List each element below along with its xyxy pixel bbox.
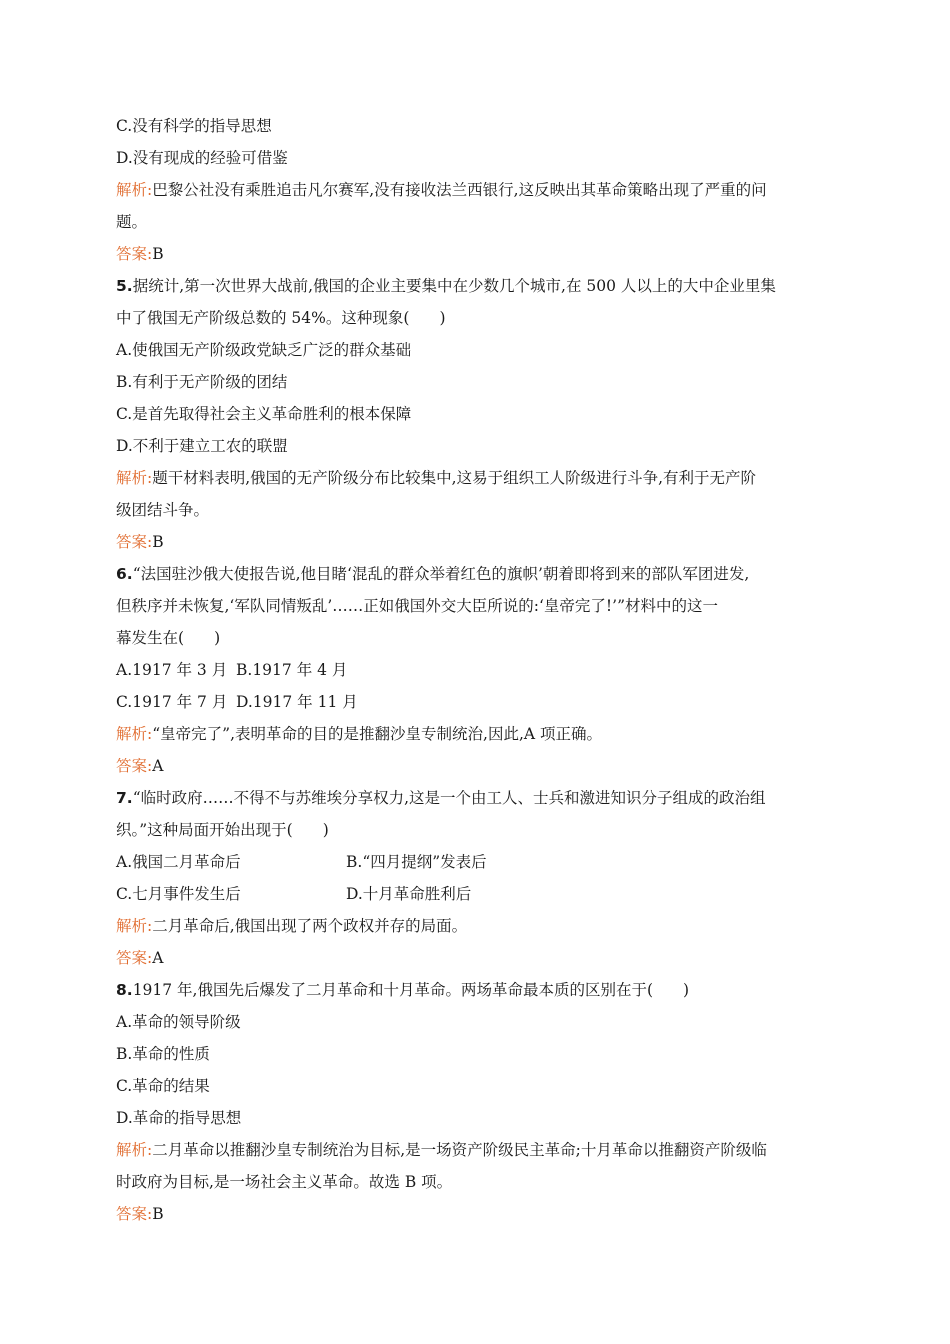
- answer-label: 答案:: [116, 1205, 153, 1223]
- option-c: C.七月事件发生后: [116, 885, 241, 903]
- answer-value: B: [152, 1205, 164, 1223]
- option-a: A.使俄国无产阶级政党缺乏广泛的群众基础: [116, 341, 412, 359]
- analysis-line: [116, 462, 836, 494]
- question-stem: 但秩序并未恢复,‘军队同情叛乱’……正如俄国外交大臣所说的:‘皇帝完了!’”材料中的这一: [116, 597, 719, 615]
- option-c: C.1917 年 7 月: [116, 693, 228, 711]
- question-number: 7.: [116, 789, 133, 807]
- answer-line: [116, 526, 836, 558]
- answer-line: [116, 750, 836, 782]
- option-b: B.革命的性质: [116, 1045, 210, 1063]
- question-stem: [116, 270, 836, 302]
- question-stem: [116, 558, 836, 590]
- question-number: 5.: [116, 277, 133, 295]
- stem-text: “临时政府……不得不与苏维埃分享权力,这是一个由工人、士兵和激进知识分子组成的政治组: [132, 789, 766, 807]
- analysis-text: 二月革命后,俄国出现了两个政权并存的局面。: [152, 917, 468, 935]
- option-row: [116, 846, 836, 878]
- stem-text: 织。”这种局面开始出现于(: [116, 821, 293, 839]
- analysis-text: 二月革命以推翻沙皇专制统治为目标,是一场资产阶级民主革命;十月革命以推翻资产阶级临: [152, 1141, 767, 1159]
- option-b: B.有利于无产阶级的团结: [116, 373, 288, 391]
- question-stem: [116, 622, 836, 654]
- option-row: [116, 686, 836, 718]
- question-8: [116, 974, 836, 1230]
- analysis-line: 题。: [116, 213, 148, 231]
- analysis-line: [116, 174, 836, 206]
- stem-close: ): [439, 309, 446, 327]
- answer-label: 答案:: [116, 533, 153, 551]
- stem-close: ): [322, 821, 329, 839]
- answer-value: A: [152, 757, 164, 775]
- stem-text: 据统计,第一次世界大战前,俄国的企业主要集中在少数几个城市,在 500 人以上的大中企业里集: [132, 277, 776, 295]
- stem-close: ): [683, 981, 690, 999]
- stem-text: 幕发生在(: [116, 629, 185, 647]
- stem-text: “法国驻沙俄大使报告说,他目睹‘混乱的群众举着红色的旗帜’朝着即将到来的部队军团进发,: [132, 565, 750, 583]
- question-stem: [116, 974, 836, 1006]
- question-6: [116, 558, 836, 782]
- question-number: 8.: [116, 981, 133, 999]
- analysis-label: 解析:: [116, 725, 153, 743]
- answer-line: [116, 942, 836, 974]
- answer-label: 答案:: [116, 757, 153, 775]
- question-stem: [116, 782, 836, 814]
- answer-value: A: [152, 949, 164, 967]
- analysis-text: 题干材料表明,俄国的无产阶级分布比较集中,这易于组织工人阶级进行斗争,有利于无产阶: [152, 469, 757, 487]
- answer-label: 答案:: [116, 949, 153, 967]
- document-page: [116, 110, 836, 1230]
- option-d: D.1917 年 11 月: [236, 693, 358, 711]
- option-c: C.革命的结果: [116, 1077, 210, 1095]
- option-row: [116, 654, 836, 686]
- option-row: [116, 878, 836, 910]
- option-d: D.没有现成的经验可借鉴: [116, 149, 288, 167]
- question-stem: [116, 302, 836, 334]
- question-7: [116, 782, 836, 974]
- stem-text: 中了俄国无产阶级总数的 54%。这种现象(: [116, 309, 410, 327]
- stem-text: 1917 年,俄国先后爆发了二月革命和十月革命。两场革命最本质的区别在于(: [132, 981, 654, 999]
- analysis-label: 解析:: [116, 181, 153, 199]
- answer-line: [116, 238, 836, 270]
- analysis-line: [116, 718, 836, 750]
- answer-line: [116, 1198, 836, 1230]
- question-5: [116, 270, 836, 558]
- option-a: A.1917 年 3 月: [116, 661, 228, 679]
- option-b: B.1917 年 4 月: [236, 661, 348, 679]
- option-a: A.革命的领导阶级: [116, 1013, 241, 1031]
- analysis-line: 时政府为目标,是一场社会主义革命。故选 B 项。: [116, 1173, 453, 1191]
- analysis-label: 解析:: [116, 469, 153, 487]
- question-4: [116, 110, 836, 270]
- option-a: A.俄国二月革命后: [116, 853, 241, 871]
- analysis-text: “皇帝完了”,表明革命的目的是推翻沙皇专制统治,因此,A 项正确。: [152, 725, 602, 743]
- analysis-line: [116, 910, 836, 942]
- analysis-text: 巴黎公社没有乘胜追击凡尔赛军,没有接收法兰西银行,这反映出其革命策略出现了严重的问: [152, 181, 767, 199]
- option-d: D.革命的指导思想: [116, 1109, 242, 1127]
- option-c: C.是首先取得社会主义革命胜利的根本保障: [116, 405, 412, 423]
- answer-label: 答案:: [116, 245, 153, 263]
- question-stem: [116, 814, 836, 846]
- analysis-line: 级团结斗争。: [116, 501, 210, 519]
- answer-value: B: [152, 245, 164, 263]
- stem-close: ): [214, 629, 221, 647]
- question-number: 6.: [116, 565, 133, 583]
- analysis-label: 解析:: [116, 1141, 153, 1159]
- analysis-label: 解析:: [116, 917, 153, 935]
- option-c: C.没有科学的指导思想: [116, 117, 272, 135]
- answer-value: B: [152, 533, 164, 551]
- option-d: D.十月革命胜利后: [346, 885, 472, 903]
- option-d: D.不利于建立工农的联盟: [116, 437, 288, 455]
- option-b: B.“四月提纲”发表后: [346, 853, 487, 871]
- analysis-line: [116, 1134, 836, 1166]
